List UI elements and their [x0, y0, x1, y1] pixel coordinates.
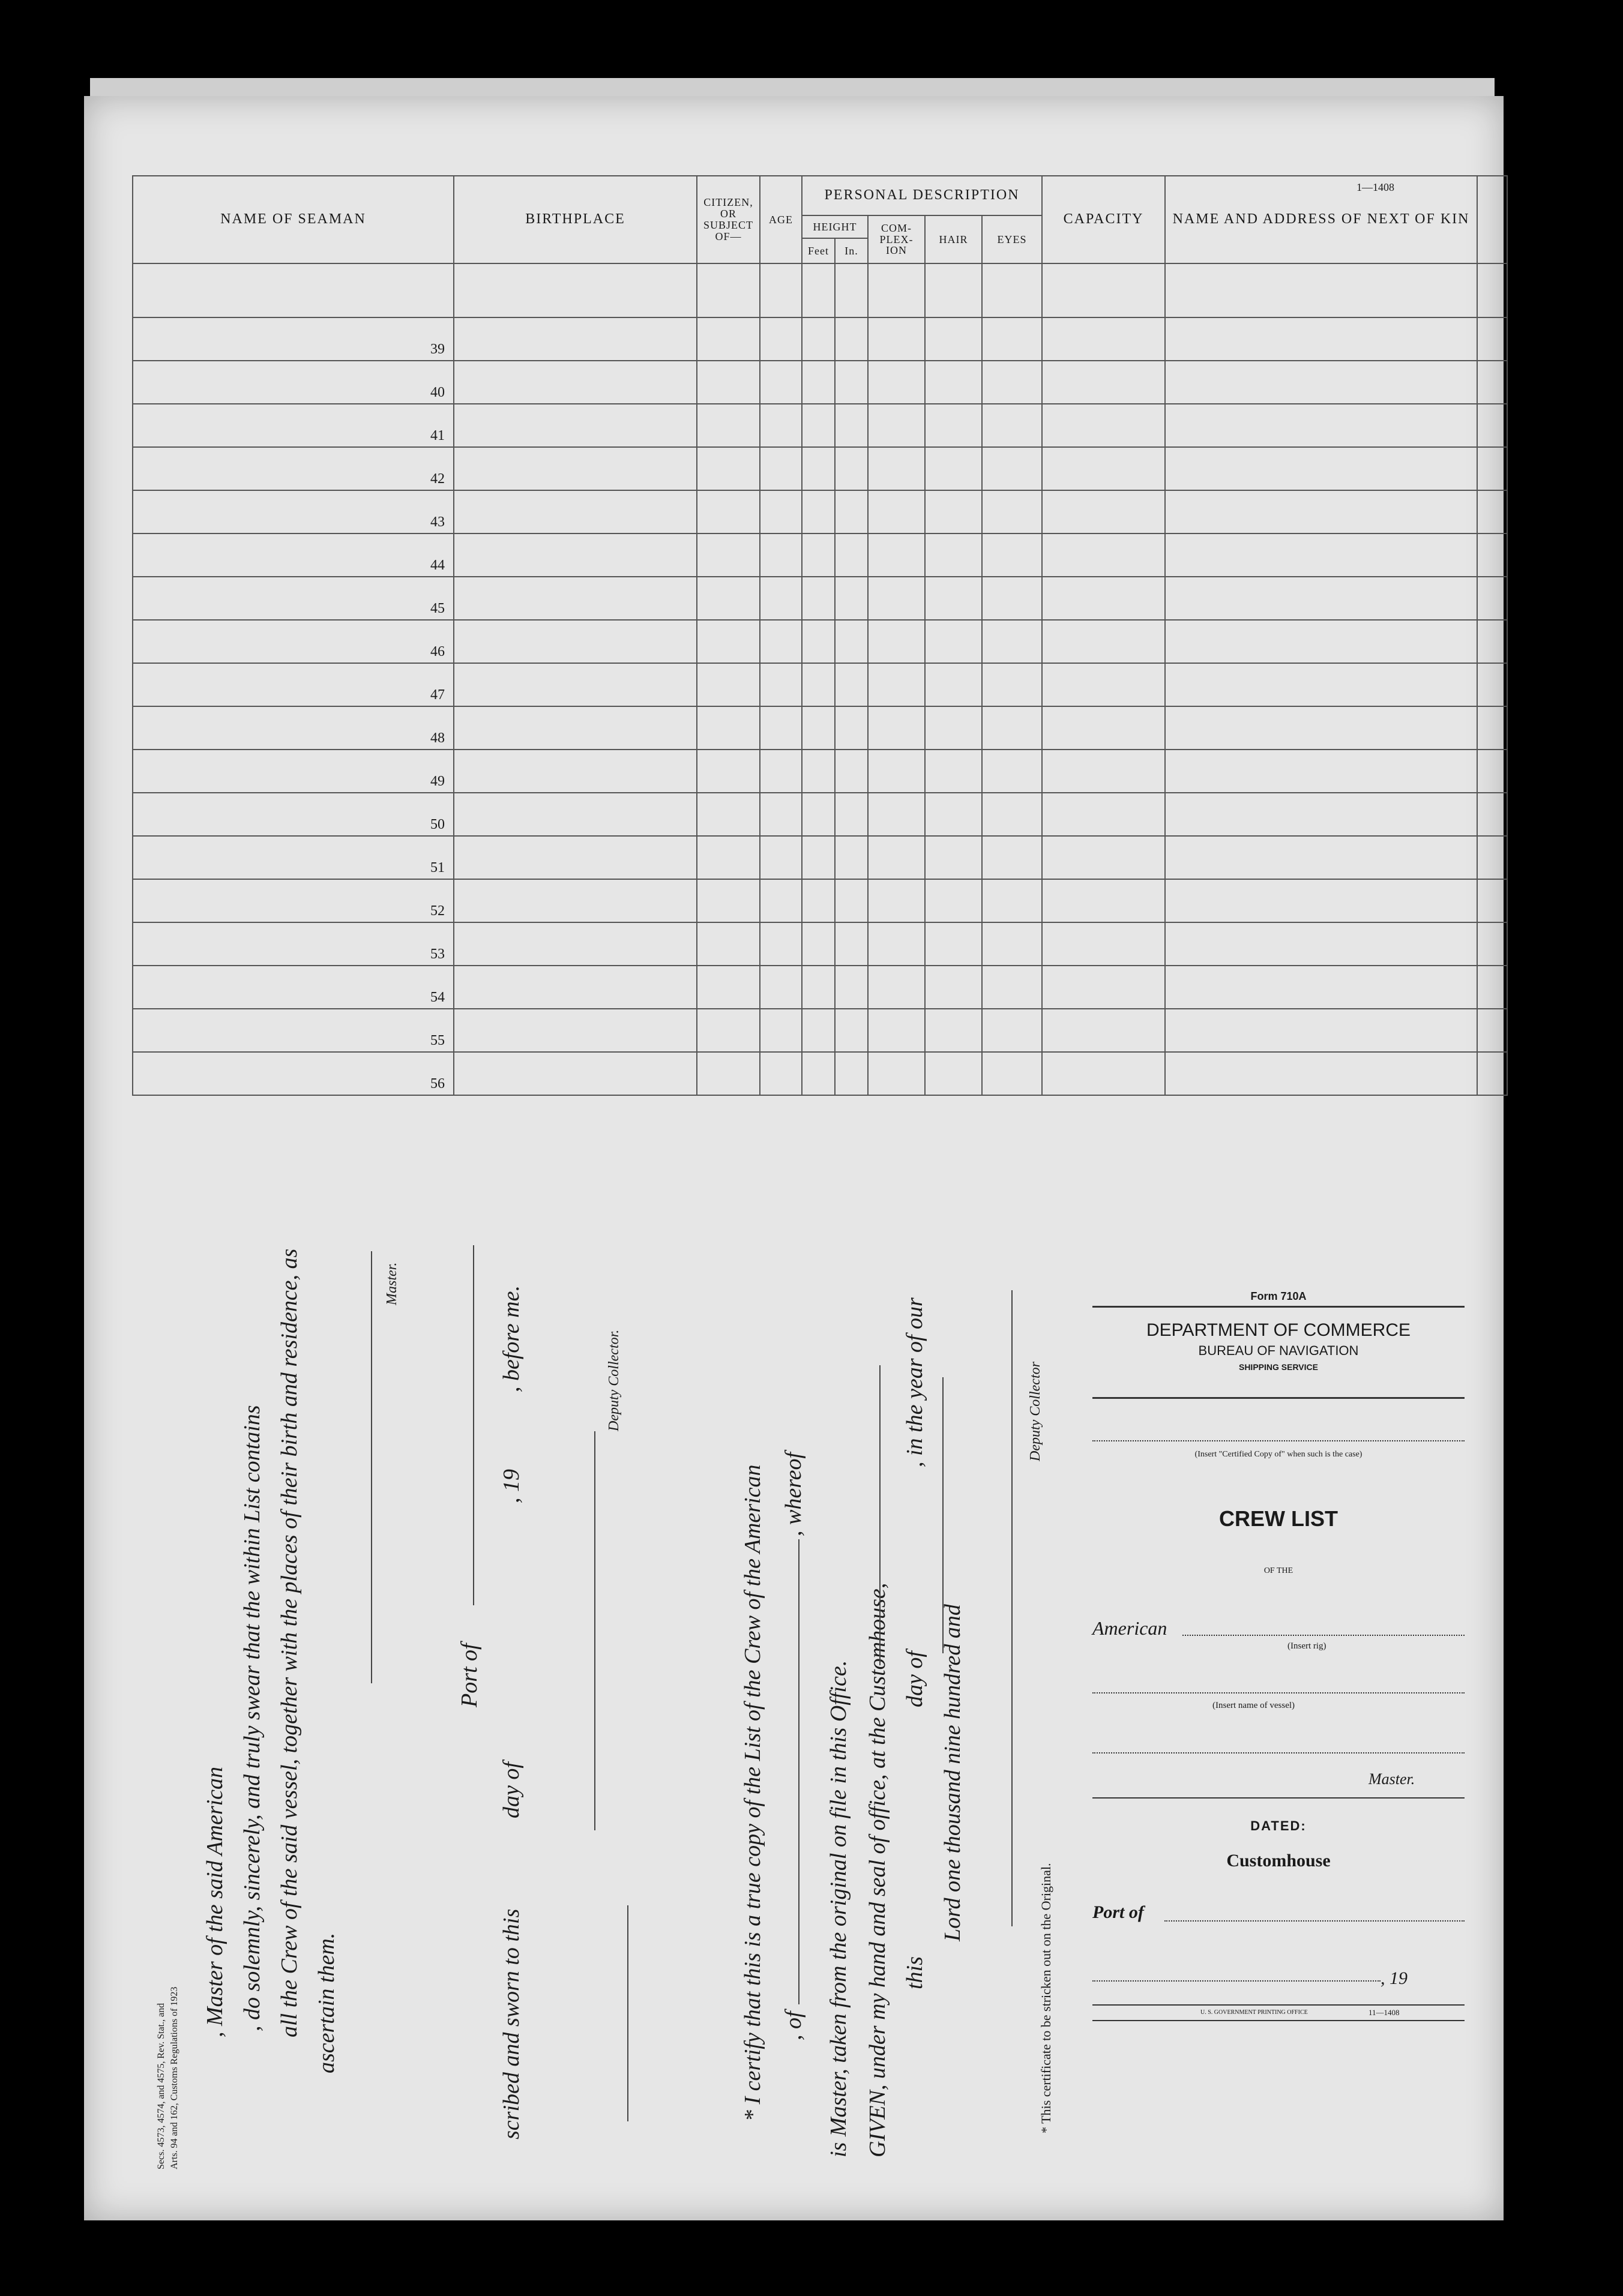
- table-cell: [1477, 793, 1507, 836]
- table-cell: [925, 922, 982, 966]
- table-cell: [868, 922, 925, 966]
- header-personal-description: PERSONAL DESCRIPTION: [802, 176, 1042, 215]
- table-cell: [868, 879, 925, 922]
- oath-line-3: all the Crew of the said vessel, together with the places of their birth and residence, as: [277, 1248, 302, 2037]
- table-cell: [697, 263, 760, 317]
- table-cell: [1042, 404, 1165, 447]
- table-cell: [835, 447, 868, 490]
- table-cell: [925, 404, 982, 447]
- table-cell: [925, 706, 982, 750]
- cover-service: SHIPPING SERVICE: [1238, 1362, 1318, 1372]
- table-cell: [802, 706, 835, 750]
- cert-year-of-our: , in the year of our: [902, 1297, 927, 1467]
- table-cell: [1165, 706, 1477, 750]
- cert-footnote: * This certificate to be stricken out on the Original.: [1038, 1863, 1053, 2133]
- table-cell: [697, 533, 760, 577]
- cert-of: , of: [781, 2011, 806, 2040]
- table-cell: [802, 533, 835, 577]
- table-cell: [1042, 263, 1165, 317]
- table-cell: [1042, 1009, 1165, 1052]
- table-cell: [1477, 361, 1507, 404]
- row-number: 48: [133, 706, 454, 750]
- table-cell: [454, 663, 697, 706]
- table-cell: [982, 447, 1042, 490]
- table-cell: [982, 706, 1042, 750]
- table-cell: [1165, 361, 1477, 404]
- table-cell: [133, 263, 454, 317]
- table-row: [133, 404, 1507, 447]
- table-row: [133, 447, 1507, 490]
- table-cell: [760, 836, 802, 879]
- crew-list-cover: [1092, 1290, 1465, 2028]
- table-cell: [982, 879, 1042, 922]
- table-cell: [1477, 922, 1507, 966]
- statute-note-1: Secs. 4573, 4574, and 4575, Rev. Stat., and: [156, 2003, 166, 2169]
- header-capacity: CAPACITY: [1042, 176, 1165, 263]
- table-cell: [1477, 447, 1507, 490]
- form-number: 1—1408: [1357, 181, 1394, 193]
- table-cell: [835, 966, 868, 1009]
- table-cell: [802, 577, 835, 620]
- oath-line-2: , do solemnly, sincerely, and truly swear that the within List contains: [239, 1405, 265, 2031]
- table-cell: [868, 577, 925, 620]
- table-cell: [1165, 620, 1477, 663]
- table-cell: [868, 1009, 925, 1052]
- table-cell: [835, 577, 868, 620]
- table-cell: [697, 663, 760, 706]
- table-cell: [1042, 447, 1165, 490]
- table-cell: [982, 620, 1042, 663]
- table-cell: [1477, 490, 1507, 533]
- table-cell: [760, 404, 802, 447]
- table-row: [133, 706, 1507, 750]
- table-cell: [697, 750, 760, 793]
- table-cell: [1477, 620, 1507, 663]
- row-number: 54: [133, 966, 454, 1009]
- table-cell: [1042, 317, 1165, 361]
- cert-this: this: [902, 1956, 927, 1989]
- table-cell: [760, 966, 802, 1009]
- table-row: [133, 879, 1507, 922]
- oath-line-4: ascertain them.: [314, 1932, 339, 2073]
- table-row: [133, 533, 1507, 577]
- header-complexion: COM- PLEX- ION: [868, 215, 925, 263]
- table-cell: [1165, 663, 1477, 706]
- table-cell: [1477, 1052, 1507, 1095]
- table-cell: [1477, 1009, 1507, 1052]
- header-hair: HAIR: [925, 215, 982, 263]
- row-number: 55: [133, 1009, 454, 1052]
- table-cell: [835, 879, 868, 922]
- table-cell: [454, 1009, 697, 1052]
- table-cell: [925, 620, 982, 663]
- table-cell: [1042, 490, 1165, 533]
- table-row: [133, 663, 1507, 706]
- table-cell: [1042, 793, 1165, 836]
- header-birthplace: BIRTHPLACE: [454, 176, 697, 263]
- table-cell: [802, 317, 835, 361]
- table-cell: [925, 533, 982, 577]
- table-cell: [925, 317, 982, 361]
- table-cell: [982, 966, 1042, 1009]
- table-cell: [454, 793, 697, 836]
- table-cell: [760, 533, 802, 577]
- header-name-of-seaman: NAME OF SEAMAN: [133, 176, 454, 263]
- table-cell: [982, 663, 1042, 706]
- table-cell: [982, 750, 1042, 793]
- table-cell: [1477, 404, 1507, 447]
- table-cell: [1042, 879, 1165, 922]
- table-cell: [454, 879, 697, 922]
- table-cell: [835, 263, 868, 317]
- table-cell: [1042, 922, 1165, 966]
- table-cell: [925, 793, 982, 836]
- cert-line-6: Lord one thousand nine hundred and: [940, 1604, 965, 1941]
- row-number: 52: [133, 879, 454, 922]
- table-cell: [868, 966, 925, 1009]
- table-cell: [454, 750, 697, 793]
- table-cell: [697, 490, 760, 533]
- header-next-of-kin: NAME AND ADDRESS OF NEXT OF KIN: [1165, 176, 1477, 263]
- table-cell: [925, 490, 982, 533]
- table-cell: [802, 879, 835, 922]
- table-cell: [1165, 404, 1477, 447]
- table-row-blank: [133, 263, 1507, 317]
- table-cell: [454, 836, 697, 879]
- table-cell: [760, 620, 802, 663]
- table-cell: [1165, 836, 1477, 879]
- row-number: 46: [133, 620, 454, 663]
- table-cell: [697, 922, 760, 966]
- table-cell: [1477, 966, 1507, 1009]
- table-cell: [1165, 447, 1477, 490]
- oath-line-1: , Master of the said American: [202, 1766, 227, 2037]
- table-cell: [835, 361, 868, 404]
- table-cell: [454, 447, 697, 490]
- table-cell: [925, 447, 982, 490]
- table-cell: [868, 404, 925, 447]
- table-cell: [802, 404, 835, 447]
- table-cell: [760, 263, 802, 317]
- header-eyes: EYES: [982, 215, 1042, 263]
- table-cell: [697, 361, 760, 404]
- row-number: 43: [133, 490, 454, 533]
- table-cell: [982, 922, 1042, 966]
- table-cell: [868, 490, 925, 533]
- table-cell: [802, 361, 835, 404]
- table-cell: [697, 404, 760, 447]
- row-number: 39: [133, 317, 454, 361]
- table-cell: [454, 577, 697, 620]
- table-cell: [454, 361, 697, 404]
- cover-insert-rig: (Insert rig): [1287, 1641, 1326, 1651]
- table-cell: [454, 317, 697, 361]
- table-cell: [835, 663, 868, 706]
- table-cell: [982, 361, 1042, 404]
- table-cell: [760, 447, 802, 490]
- table-cell: [1477, 706, 1507, 750]
- table-cell: [1165, 317, 1477, 361]
- table-cell: [802, 263, 835, 317]
- row-number: 51: [133, 836, 454, 879]
- table-cell: [1042, 966, 1165, 1009]
- table-row: [133, 836, 1507, 879]
- table-row: [133, 317, 1507, 361]
- table-cell: [454, 263, 697, 317]
- table-cell: [982, 263, 1042, 317]
- cert-whereof: , whereof: [781, 1452, 806, 1536]
- table-cell: [835, 750, 868, 793]
- oath-deputy-collector: Deputy Collector.: [606, 1329, 622, 1431]
- table-cell: [1477, 317, 1507, 361]
- header-height: HEIGHT: [802, 215, 868, 238]
- table-cell: [1165, 750, 1477, 793]
- table-cell: [802, 447, 835, 490]
- table-row: [133, 966, 1507, 1009]
- table-cell: [454, 404, 697, 447]
- header-feet: Feet: [802, 238, 835, 263]
- table-cell: [1042, 577, 1165, 620]
- cover-dated: DATED:: [1250, 1818, 1307, 1833]
- table-cell: [868, 706, 925, 750]
- table-cell: [697, 966, 760, 1009]
- table-row: [133, 922, 1507, 966]
- header-extra: [1477, 176, 1507, 263]
- row-number: 56: [133, 1052, 454, 1095]
- table-cell: [925, 263, 982, 317]
- table-cell: [925, 663, 982, 706]
- row-number: 44: [133, 533, 454, 577]
- cert-line-3: is Master, taken from the original on file in this Office.: [826, 1660, 851, 2157]
- row-number: 42: [133, 447, 454, 490]
- table-cell: [454, 706, 697, 750]
- table-cell: [802, 490, 835, 533]
- table-cell: [760, 1009, 802, 1052]
- table-cell: [1165, 793, 1477, 836]
- table-cell: [1042, 361, 1165, 404]
- table-cell: [802, 922, 835, 966]
- cover-american: American: [1092, 1617, 1167, 1639]
- cover-of-the: OF THE: [1263, 1566, 1293, 1575]
- table-cell: [760, 879, 802, 922]
- table-cell: [925, 750, 982, 793]
- table-cell: [802, 793, 835, 836]
- table-row: [133, 361, 1507, 404]
- table-cell: [1477, 533, 1507, 577]
- row-number: 50: [133, 793, 454, 836]
- table-cell: [1477, 879, 1507, 922]
- table-cell: [1477, 836, 1507, 879]
- table-cell: [835, 404, 868, 447]
- table-cell: [982, 404, 1042, 447]
- table-cell: [982, 533, 1042, 577]
- table-cell: [697, 577, 760, 620]
- table-cell: [1165, 966, 1477, 1009]
- table-cell: [925, 879, 982, 922]
- table-cell: [802, 750, 835, 793]
- oath-before-me: , before me.: [499, 1285, 524, 1392]
- cert-day-of: day of: [902, 1651, 927, 1707]
- crew-list-table: [132, 175, 1508, 1096]
- table-cell: [868, 620, 925, 663]
- table-cell: [802, 663, 835, 706]
- table-cell: [868, 447, 925, 490]
- header-age: AGE: [760, 176, 802, 263]
- table-cell: [697, 706, 760, 750]
- header-inches: In.: [835, 238, 868, 263]
- table-cell: [1042, 663, 1165, 706]
- row-number: 47: [133, 663, 454, 706]
- row-number: 53: [133, 922, 454, 966]
- table-cell: [868, 750, 925, 793]
- cover-master: Master.: [1369, 1770, 1415, 1788]
- table-cell: [1165, 922, 1477, 966]
- cover-year: , 19: [1381, 1968, 1408, 1988]
- table-cell: [868, 361, 925, 404]
- cover-form-number: Form 710A: [1250, 1290, 1307, 1302]
- table-cell: [454, 490, 697, 533]
- cover-insert-vessel: (Insert name of vessel): [1212, 1701, 1295, 1710]
- table-cell: [760, 750, 802, 793]
- cert-deputy-collector: Deputy Collector: [1028, 1362, 1043, 1461]
- oath-subscribed: scribed and sworn to this: [499, 1908, 524, 2139]
- table-cell: [925, 836, 982, 879]
- table-row: [133, 490, 1507, 533]
- table-cell: [697, 1009, 760, 1052]
- table-cell: [760, 361, 802, 404]
- table-cell: [760, 663, 802, 706]
- table-row: [133, 577, 1507, 620]
- table-cell: [868, 317, 925, 361]
- table-cell: [1042, 750, 1165, 793]
- table-cell: [835, 706, 868, 750]
- table-cell: [982, 793, 1042, 836]
- header-citizen: CITIZEN, OR SUBJECT OF—: [697, 176, 760, 263]
- table-cell: [868, 836, 925, 879]
- table-cell: [1042, 620, 1165, 663]
- table-cell: [982, 1009, 1042, 1052]
- table-row: [133, 750, 1507, 793]
- table-cell: [835, 793, 868, 836]
- table-cell: [1477, 263, 1507, 317]
- table-cell: [760, 490, 802, 533]
- table-row: [133, 793, 1507, 836]
- table-cell: [835, 317, 868, 361]
- table-cell: [835, 1009, 868, 1052]
- table-cell: [982, 317, 1042, 361]
- table-row: [133, 620, 1507, 663]
- table-cell: [1165, 1052, 1477, 1095]
- table-cell: [760, 317, 802, 361]
- table-cell: [697, 317, 760, 361]
- table-cell: [697, 879, 760, 922]
- table-cell: [802, 1009, 835, 1052]
- table-cell: [760, 793, 802, 836]
- table-cell: [982, 836, 1042, 879]
- table-cell: [1165, 533, 1477, 577]
- table-cell: [454, 533, 697, 577]
- cover-bureau: BUREAU OF NAVIGATION: [1198, 1343, 1359, 1358]
- cover-port-of: Port of: [1092, 1902, 1144, 1922]
- row-number: 41: [133, 404, 454, 447]
- table-cell: [697, 836, 760, 879]
- table-cell: [760, 922, 802, 966]
- cover-customhouse: Customhouse: [1226, 1851, 1331, 1871]
- table-cell: [835, 620, 868, 663]
- oath-year: , 19: [499, 1469, 524, 1503]
- statute-note-2: Arts. 94 and 162, Customs Regulations of 1923: [169, 1986, 179, 2169]
- table-cell: [802, 620, 835, 663]
- table-cell: [835, 490, 868, 533]
- table-cell: [868, 263, 925, 317]
- table-cell: [982, 577, 1042, 620]
- table-cell: [1165, 879, 1477, 922]
- table-cell: [868, 663, 925, 706]
- lower-oath-section: [84, 1089, 1092, 2220]
- table-cell: [835, 836, 868, 879]
- cert-line-1: * I certify that this is a true copy of the List of the Crew of the American: [740, 1464, 765, 2121]
- cover-printing-office: U. S. GOVERNMENT PRINTING OFFICE: [1200, 2009, 1308, 2016]
- table-cell: [454, 922, 697, 966]
- table-cell: [697, 620, 760, 663]
- crew-rows: [133, 263, 1507, 1095]
- row-number: 49: [133, 750, 454, 793]
- table-cell: [802, 966, 835, 1009]
- table-cell: [925, 966, 982, 1009]
- table-row: [133, 1009, 1507, 1052]
- table-cell: [868, 533, 925, 577]
- oath-master-label: Master.: [384, 1262, 400, 1305]
- table-cell: [1042, 836, 1165, 879]
- table-cell: [1165, 490, 1477, 533]
- table-cell: [1042, 533, 1165, 577]
- table-cell: [1042, 706, 1165, 750]
- table-cell: [925, 577, 982, 620]
- table-cell: [1477, 663, 1507, 706]
- table-cell: [925, 1009, 982, 1052]
- table-cell: [760, 577, 802, 620]
- table-cell: [697, 793, 760, 836]
- table-cell: [760, 706, 802, 750]
- table-cell: [454, 620, 697, 663]
- table-cell: [1165, 263, 1477, 317]
- table-cell: [835, 533, 868, 577]
- table-cell: [1477, 577, 1507, 620]
- table-cell: [802, 836, 835, 879]
- table-cell: [925, 361, 982, 404]
- cover-department: DEPARTMENT OF COMMERCE: [1146, 1320, 1411, 1340]
- row-number: 40: [133, 361, 454, 404]
- table-cell: [868, 793, 925, 836]
- table-cell: [835, 922, 868, 966]
- cover-certified-note: (Insert "Certified Copy of" when such is the case): [1194, 1450, 1363, 1459]
- table-cell: [1477, 750, 1507, 793]
- oath-day-of: day of: [499, 1762, 524, 1818]
- cover-print-code: 11—1408: [1369, 2008, 1400, 2017]
- row-number: 45: [133, 577, 454, 620]
- oath-port-of: Port of: [457, 1643, 482, 1707]
- table-cell: [1165, 577, 1477, 620]
- table-cell: [982, 490, 1042, 533]
- cert-line-4: GIVEN, under my hand and seal of office, at the Customhouse,: [865, 1582, 890, 2157]
- table-cell: [697, 447, 760, 490]
- table-cell: [1165, 1009, 1477, 1052]
- table-cell: [454, 966, 697, 1009]
- cover-title: CREW LIST: [1219, 1506, 1338, 1531]
